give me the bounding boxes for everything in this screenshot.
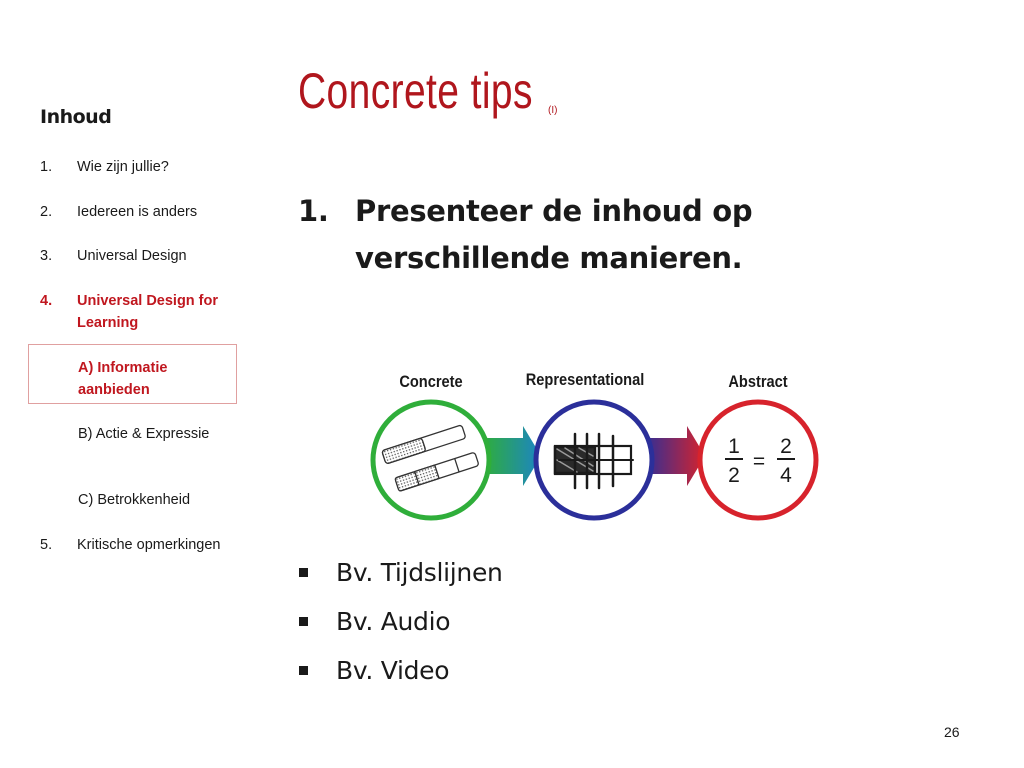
square-bullet-icon — [299, 666, 308, 675]
toc-subitem-c[interactable] — [78, 489, 228, 511]
square-bullet-icon — [299, 568, 308, 577]
toc-subitem-label: A) Informatie aanbieden — [78, 360, 168, 398]
slide-title: Concrete tips — [298, 63, 533, 119]
toc-item-number: 1. — [40, 159, 53, 175]
sidebar-toc — [0, 0, 260, 768]
label-abstract: Abstract — [728, 373, 788, 392]
toc-item-number: 3. — [40, 248, 53, 264]
list-item-text: Bv. Tijdslijnen — [336, 558, 503, 587]
toc-subitem-label: C) Betrokkenheid — [78, 492, 191, 508]
label-representational: Representational — [525, 371, 645, 390]
fraction-numerator-1: 1 — [728, 435, 740, 458]
tip-text: Presenteer de inhoud op verschillende manieren. — [355, 194, 753, 275]
list-item — [298, 601, 698, 650]
list-item — [298, 650, 698, 699]
page-number: 26 — [944, 724, 960, 740]
toc-item-label: Kritische opmerkingen — [77, 537, 221, 553]
toc-item-label: Universal Design for Learning — [77, 293, 219, 331]
equals-sign: = — [752, 450, 766, 473]
toc-subitem-b[interactable] — [78, 423, 228, 445]
list-item — [298, 552, 698, 601]
fraction-numerator-2: 2 — [780, 435, 792, 458]
toc-item-number: 2. — [40, 204, 53, 220]
arrow-concrete-to-representational — [483, 426, 541, 486]
toc-item-label: Universal Design — [77, 248, 187, 264]
toc-subitem-a[interactable] — [78, 357, 228, 401]
square-bullet-icon — [299, 617, 308, 626]
toc-title: Inhoud — [40, 106, 112, 128]
toc-subitem-label: B) Actie & Expressie — [78, 426, 210, 442]
toc-item-label: Wie zijn jullie? — [77, 159, 169, 175]
example-list — [298, 552, 698, 699]
slide-title-superscript: (I) — [548, 105, 558, 116]
toc-item-number: 4. — [40, 293, 53, 309]
tip-number: 1. — [298, 194, 329, 228]
list-item-text: Bv. Audio — [336, 607, 451, 636]
list-item-text: Bv. Video — [336, 656, 450, 685]
cra-diagram — [365, 356, 835, 536]
fraction-denominator-2: 4 — [780, 464, 792, 487]
fraction-denominator-1: 2 — [728, 464, 740, 487]
label-concrete: Concrete — [399, 373, 463, 392]
toc-item-label: Iedereen is anders — [77, 204, 198, 220]
toc-item-number: 5. — [40, 537, 53, 553]
